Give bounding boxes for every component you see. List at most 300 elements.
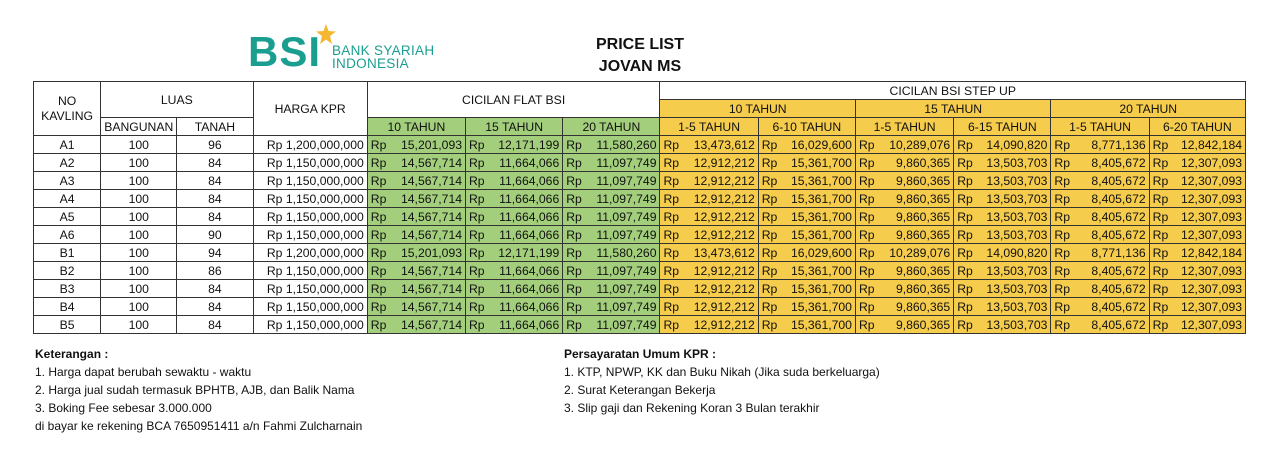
currency-label: Rp bbox=[370, 173, 387, 188]
cell-no-kavling: A1 bbox=[34, 136, 101, 154]
cell-bangunan: 100 bbox=[101, 280, 177, 298]
currency-label: Rp bbox=[858, 317, 875, 332]
table-row bbox=[34, 262, 1246, 280]
cell-harga-kpr: Rp 1,150,000,000 bbox=[253, 316, 367, 334]
currency-label: Rp bbox=[957, 137, 973, 152]
currency-label: Rp bbox=[1054, 245, 1071, 260]
persyaratan-item: 2. Surat Keterangan Bekerja bbox=[564, 383, 716, 397]
keterangan bbox=[35, 345, 362, 435]
cell-s20a bbox=[1051, 136, 1149, 154]
amount-value: 13,503,703 bbox=[986, 263, 1048, 278]
header-flat-15: 15 TAHUN bbox=[466, 118, 563, 136]
cell-harga-kpr: Rp 1,150,000,000 bbox=[253, 190, 367, 208]
cell-s15a bbox=[855, 154, 953, 172]
star-icon bbox=[316, 24, 336, 44]
amount-value: 9,860,365 bbox=[895, 299, 951, 314]
cell-harga-kpr: Rp 1,150,000,000 bbox=[253, 172, 367, 190]
logo-line2: INDONESIA bbox=[332, 56, 409, 71]
currency-label: Rp bbox=[957, 227, 973, 242]
amount-value: 12,307,093 bbox=[1181, 227, 1242, 242]
amount-value: 13,503,703 bbox=[986, 299, 1048, 314]
cell-s15b bbox=[954, 208, 1051, 226]
cell-s20a bbox=[1051, 298, 1149, 316]
amount-value: 12,171,199 bbox=[498, 245, 560, 260]
currency-label: Rp bbox=[370, 209, 387, 224]
currency-label: Rp bbox=[566, 281, 582, 296]
persyaratan-heading: Persayaratan Umum KPR : bbox=[564, 347, 717, 361]
currency-label: Rp bbox=[761, 227, 778, 242]
cell-s20b bbox=[1149, 262, 1245, 280]
cell-f15 bbox=[466, 208, 563, 226]
currency-label: Rp bbox=[858, 173, 875, 188]
cell-bangunan: 100 bbox=[101, 298, 177, 316]
bsi-logo bbox=[248, 28, 448, 76]
cell-s15b bbox=[954, 280, 1051, 298]
cell-s10b bbox=[758, 262, 855, 280]
table-row bbox=[34, 172, 1246, 190]
currency-label: Rp bbox=[1152, 299, 1169, 314]
cell-s10a bbox=[660, 262, 758, 280]
currency-label: Rp bbox=[566, 299, 582, 314]
amount-value: 12,171,199 bbox=[498, 137, 560, 152]
cell-s15b bbox=[954, 298, 1051, 316]
cell-harga-kpr: Rp 1,200,000,000 bbox=[253, 136, 367, 154]
cell-bangunan: 100 bbox=[101, 226, 177, 244]
cell-f15 bbox=[466, 154, 563, 172]
cell-s10a bbox=[660, 316, 758, 334]
cell-harga-kpr: Rp 1,200,000,000 bbox=[253, 244, 367, 262]
amount-value: 11,580,260 bbox=[596, 245, 657, 260]
cell-f10 bbox=[367, 136, 465, 154]
currency-label: Rp bbox=[1152, 227, 1169, 242]
cell-no-kavling: B5 bbox=[34, 316, 101, 334]
currency-label: Rp bbox=[761, 281, 778, 296]
table-row bbox=[34, 136, 1246, 154]
title-line2: JOVAN MS bbox=[598, 58, 682, 75]
amount-value: 13,503,703 bbox=[986, 155, 1048, 170]
header-luas: LUAS bbox=[101, 82, 253, 118]
header-s20b: 6-20 TAHUN bbox=[1149, 118, 1245, 136]
amount-value: 8,405,672 bbox=[1091, 173, 1146, 188]
cell-f20 bbox=[563, 262, 660, 280]
cell-s15a bbox=[855, 226, 953, 244]
currency-label: Rp bbox=[1152, 137, 1169, 152]
amount-value: 15,361,700 bbox=[790, 317, 852, 332]
amount-value: 9,860,365 bbox=[895, 317, 951, 332]
amount-value: 8,405,672 bbox=[1091, 209, 1146, 224]
cell-f20 bbox=[563, 154, 660, 172]
currency-label: Rp bbox=[469, 227, 485, 242]
cell-f15 bbox=[466, 172, 563, 190]
cell-s10b bbox=[758, 280, 855, 298]
cell-bangunan: 100 bbox=[101, 244, 177, 262]
keterangan-item: di bayar ke rekening BCA 7650951411 a/n Fahmi Zulcharnain bbox=[35, 419, 363, 433]
amount-value: 13,503,703 bbox=[986, 227, 1048, 242]
cell-s15b bbox=[954, 244, 1051, 262]
amount-value: 14,567,714 bbox=[401, 227, 462, 242]
amount-value: 8,405,672 bbox=[1091, 299, 1146, 314]
currency-label: Rp bbox=[469, 263, 485, 278]
currency-label: Rp bbox=[761, 173, 778, 188]
amount-value: 15,361,700 bbox=[790, 155, 852, 170]
cell-harga-kpr: Rp 1,150,000,000 bbox=[253, 298, 367, 316]
amount-value: 12,912,212 bbox=[693, 263, 755, 278]
cell-s20b bbox=[1149, 154, 1245, 172]
currency-label: Rp bbox=[663, 245, 680, 260]
currency-label: Rp bbox=[663, 281, 680, 296]
cell-f15 bbox=[466, 262, 563, 280]
amount-value: 12,912,212 bbox=[693, 155, 755, 170]
currency-label: Rp bbox=[469, 137, 485, 152]
currency-label: Rp bbox=[1054, 191, 1071, 206]
currency-label: Rp bbox=[858, 227, 875, 242]
amount-value: 15,201,093 bbox=[401, 245, 462, 260]
currency-label: Rp bbox=[469, 191, 485, 206]
currency-label: Rp bbox=[761, 299, 778, 314]
cell-s20a bbox=[1051, 244, 1149, 262]
table-row bbox=[34, 190, 1246, 208]
cell-s20a bbox=[1051, 190, 1149, 208]
cell-s20b bbox=[1149, 208, 1245, 226]
currency-label: Rp bbox=[370, 281, 387, 296]
cell-s10a bbox=[660, 226, 758, 244]
currency-label: Rp bbox=[1152, 155, 1169, 170]
amount-value: 12,842,184 bbox=[1181, 245, 1242, 260]
cell-s15a bbox=[855, 244, 953, 262]
cell-f20 bbox=[563, 280, 660, 298]
cell-no-kavling: B3 bbox=[34, 280, 101, 298]
currency-label: Rp bbox=[566, 227, 582, 242]
amount-value: 11,097,749 bbox=[596, 281, 657, 296]
cell-s20b bbox=[1149, 190, 1245, 208]
amount-value: 14,567,714 bbox=[401, 263, 462, 278]
cell-s10a bbox=[660, 244, 758, 262]
amount-value: 11,664,066 bbox=[499, 281, 560, 296]
amount-value: 15,361,700 bbox=[790, 299, 852, 314]
amount-value: 13,503,703 bbox=[986, 173, 1048, 188]
amount-value: 8,405,672 bbox=[1091, 317, 1146, 332]
amount-value: 9,860,365 bbox=[895, 281, 951, 296]
currency-label: Rp bbox=[469, 245, 485, 260]
cell-f20 bbox=[563, 190, 660, 208]
currency-label: Rp bbox=[663, 317, 680, 332]
amount-value: 11,097,749 bbox=[596, 263, 657, 278]
cell-s20b bbox=[1149, 136, 1245, 154]
table-row bbox=[34, 226, 1246, 244]
persyaratan bbox=[564, 345, 880, 417]
persyaratan-item: 1. KTP, NPWP, KK dan Buku Nikah (Jika suda berkeluarga) bbox=[564, 365, 880, 379]
currency-label: Rp bbox=[370, 227, 387, 242]
currency-label: Rp bbox=[663, 173, 680, 188]
amount-value: 9,860,365 bbox=[895, 173, 951, 188]
currency-label: Rp bbox=[566, 209, 582, 224]
amount-value: 13,503,703 bbox=[986, 317, 1048, 332]
amount-value: 15,361,700 bbox=[790, 173, 852, 188]
cell-s20a bbox=[1051, 262, 1149, 280]
amount-value: 11,664,066 bbox=[499, 209, 560, 224]
logo-brand: BSI bbox=[248, 28, 322, 75]
currency-label: Rp bbox=[1054, 173, 1071, 188]
cell-f10 bbox=[367, 172, 465, 190]
cell-f10 bbox=[367, 190, 465, 208]
cell-tanah: 84 bbox=[177, 280, 253, 298]
amount-value: 14,567,714 bbox=[401, 281, 462, 296]
cell-f15 bbox=[466, 190, 563, 208]
cell-s10b bbox=[758, 226, 855, 244]
price-table bbox=[33, 81, 1246, 334]
header-flat-20: 20 TAHUN bbox=[563, 118, 660, 136]
cell-s15b bbox=[954, 136, 1051, 154]
currency-label: Rp bbox=[663, 263, 680, 278]
currency-label: Rp bbox=[1054, 317, 1071, 332]
currency-label: Rp bbox=[957, 173, 973, 188]
amount-value: 11,664,066 bbox=[499, 173, 560, 188]
cell-harga-kpr: Rp 1,150,000,000 bbox=[253, 208, 367, 226]
header-harga-kpr: HARGA KPR bbox=[253, 82, 367, 136]
currency-label: Rp bbox=[957, 245, 973, 260]
cell-s15a bbox=[855, 262, 953, 280]
cell-s10a bbox=[660, 172, 758, 190]
amount-value: 12,912,212 bbox=[693, 317, 755, 332]
amount-value: 9,860,365 bbox=[895, 191, 951, 206]
cell-f15 bbox=[466, 136, 563, 154]
header-s20a: 1-5 TAHUN bbox=[1051, 118, 1149, 136]
amount-value: 13,503,703 bbox=[986, 281, 1048, 296]
currency-label: Rp bbox=[858, 263, 875, 278]
cell-s20b bbox=[1149, 172, 1245, 190]
keterangan-item: 1. Harga dapat berubah sewaktu - waktu bbox=[35, 365, 252, 379]
cell-s10b bbox=[758, 190, 855, 208]
currency-label: Rp bbox=[1152, 317, 1169, 332]
header-flat-10: 10 TAHUN bbox=[367, 118, 465, 136]
amount-value: 8,771,136 bbox=[1091, 245, 1146, 260]
cell-f10 bbox=[367, 316, 465, 334]
amount-value: 12,307,093 bbox=[1181, 317, 1242, 332]
cell-s20b bbox=[1149, 226, 1245, 244]
cell-s10b bbox=[758, 316, 855, 334]
cell-s10b bbox=[758, 172, 855, 190]
amount-value: 12,912,212 bbox=[693, 173, 755, 188]
amount-value: 12,912,212 bbox=[693, 299, 755, 314]
amount-value: 13,473,612 bbox=[693, 245, 755, 260]
cell-s10a bbox=[660, 208, 758, 226]
cell-s10b bbox=[758, 208, 855, 226]
cell-tanah: 84 bbox=[177, 316, 253, 334]
cell-s10a bbox=[660, 298, 758, 316]
amount-value: 10,289,076 bbox=[889, 245, 951, 260]
amount-value: 15,361,700 bbox=[790, 227, 852, 242]
cell-s15a bbox=[855, 136, 953, 154]
amount-value: 9,860,365 bbox=[895, 155, 951, 170]
currency-label: Rp bbox=[858, 281, 875, 296]
amount-value: 13,503,703 bbox=[986, 209, 1048, 224]
amount-value: 16,029,600 bbox=[790, 137, 852, 152]
cell-s20a bbox=[1051, 316, 1149, 334]
amount-value: 11,664,066 bbox=[499, 299, 560, 314]
cell-bangunan: 100 bbox=[101, 136, 177, 154]
currency-label: Rp bbox=[566, 317, 582, 332]
amount-value: 11,664,066 bbox=[499, 191, 560, 206]
amount-value: 12,307,093 bbox=[1181, 155, 1242, 170]
currency-label: Rp bbox=[370, 155, 387, 170]
amount-value: 15,201,093 bbox=[401, 137, 462, 152]
cell-f15 bbox=[466, 316, 563, 334]
amount-value: 12,307,093 bbox=[1181, 299, 1242, 314]
amount-value: 9,860,365 bbox=[895, 263, 951, 278]
table-row bbox=[34, 208, 1246, 226]
amount-value: 11,097,749 bbox=[596, 317, 657, 332]
cell-s15b bbox=[954, 262, 1051, 280]
cell-f10 bbox=[367, 298, 465, 316]
cell-f10 bbox=[367, 154, 465, 172]
cell-s20a bbox=[1051, 226, 1149, 244]
amount-value: 12,912,212 bbox=[693, 209, 755, 224]
cell-f20 bbox=[563, 244, 660, 262]
currency-label: Rp bbox=[1054, 299, 1071, 314]
amount-value: 9,860,365 bbox=[895, 209, 951, 224]
amount-value: 10,289,076 bbox=[889, 137, 951, 152]
table-row bbox=[34, 280, 1246, 298]
cell-f15 bbox=[466, 226, 563, 244]
header-s10b: 6-10 TAHUN bbox=[758, 118, 855, 136]
logo-name bbox=[332, 44, 434, 70]
currency-label: Rp bbox=[761, 137, 778, 152]
cell-s20b bbox=[1149, 244, 1245, 262]
amount-value: 13,473,612 bbox=[693, 137, 755, 152]
cell-f10 bbox=[367, 280, 465, 298]
cell-bangunan: 100 bbox=[101, 262, 177, 280]
amount-value: 14,567,714 bbox=[401, 299, 462, 314]
currency-label: Rp bbox=[957, 209, 973, 224]
cell-f10 bbox=[367, 262, 465, 280]
cell-no-kavling: A4 bbox=[34, 190, 101, 208]
cell-tanah: 84 bbox=[177, 298, 253, 316]
cell-s10a bbox=[660, 280, 758, 298]
currency-label: Rp bbox=[761, 155, 778, 170]
currency-label: Rp bbox=[858, 299, 875, 314]
cell-s20b bbox=[1149, 316, 1245, 334]
amount-value: 14,090,820 bbox=[986, 137, 1048, 152]
currency-label: Rp bbox=[957, 155, 973, 170]
cell-tanah: 84 bbox=[177, 172, 253, 190]
amount-value: 12,912,212 bbox=[693, 227, 755, 242]
currency-label: Rp bbox=[566, 245, 582, 260]
currency-label: Rp bbox=[858, 191, 875, 206]
cell-f20 bbox=[563, 298, 660, 316]
amount-value: 11,097,749 bbox=[596, 155, 657, 170]
cell-f20 bbox=[563, 136, 660, 154]
amount-value: 11,097,749 bbox=[596, 191, 657, 206]
cell-s10b bbox=[758, 244, 855, 262]
cell-no-kavling: A2 bbox=[34, 154, 101, 172]
currency-label: Rp bbox=[957, 281, 973, 296]
cell-f20 bbox=[563, 226, 660, 244]
amount-value: 14,567,714 bbox=[401, 155, 462, 170]
currency-label: Rp bbox=[370, 317, 387, 332]
amount-value: 12,307,093 bbox=[1181, 209, 1242, 224]
currency-label: Rp bbox=[957, 299, 973, 314]
currency-label: Rp bbox=[566, 155, 582, 170]
currency-label: Rp bbox=[566, 191, 582, 206]
amount-value: 12,307,093 bbox=[1181, 173, 1242, 188]
title-line1: PRICE LIST bbox=[595, 36, 684, 53]
cell-s15a bbox=[855, 190, 953, 208]
amount-value: 15,361,700 bbox=[790, 209, 852, 224]
header-cicilan-flat: CICILAN FLAT BSI bbox=[367, 82, 660, 118]
header-step-20: 20 TAHUN bbox=[1051, 100, 1246, 118]
cell-no-kavling: B4 bbox=[34, 298, 101, 316]
amount-value: 12,307,093 bbox=[1181, 263, 1242, 278]
cell-bangunan: 100 bbox=[101, 190, 177, 208]
currency-label: Rp bbox=[469, 317, 485, 332]
header-cicilan-step-up: CICILAN BSI STEP UP bbox=[660, 82, 1246, 100]
currency-label: Rp bbox=[858, 137, 875, 152]
cell-s10a bbox=[660, 190, 758, 208]
currency-label: Rp bbox=[858, 209, 875, 224]
page-title bbox=[540, 34, 740, 78]
header-step-15: 15 TAHUN bbox=[855, 100, 1050, 118]
currency-label: Rp bbox=[1152, 173, 1169, 188]
cell-s10a bbox=[660, 154, 758, 172]
amount-value: 11,664,066 bbox=[499, 155, 560, 170]
amount-value: 12,912,212 bbox=[693, 191, 755, 206]
amount-value: 14,567,714 bbox=[401, 209, 462, 224]
price-rows bbox=[34, 136, 1246, 334]
amount-value: 11,664,066 bbox=[499, 317, 560, 332]
currency-label: Rp bbox=[957, 263, 973, 278]
currency-label: Rp bbox=[566, 263, 582, 278]
cell-bangunan: 100 bbox=[101, 172, 177, 190]
currency-label: Rp bbox=[469, 281, 485, 296]
table-row bbox=[34, 154, 1246, 172]
currency-label: Rp bbox=[370, 137, 387, 152]
currency-label: Rp bbox=[370, 299, 387, 314]
currency-label: Rp bbox=[370, 263, 387, 278]
amount-value: 8,405,672 bbox=[1091, 155, 1146, 170]
cell-s15a bbox=[855, 172, 953, 190]
table-row bbox=[34, 298, 1246, 316]
cell-tanah: 96 bbox=[177, 136, 253, 154]
cell-bangunan: 100 bbox=[101, 154, 177, 172]
amount-value: 11,097,749 bbox=[596, 173, 657, 188]
amount-value: 14,567,714 bbox=[401, 191, 462, 206]
cell-s15b bbox=[954, 154, 1051, 172]
cell-harga-kpr: Rp 1,150,000,000 bbox=[253, 154, 367, 172]
currency-label: Rp bbox=[663, 191, 680, 206]
amount-value: 8,405,672 bbox=[1091, 281, 1146, 296]
cell-harga-kpr: Rp 1,150,000,000 bbox=[253, 262, 367, 280]
cell-tanah: 94 bbox=[177, 244, 253, 262]
currency-label: Rp bbox=[663, 155, 680, 170]
currency-label: Rp bbox=[469, 299, 485, 314]
currency-label: Rp bbox=[469, 155, 485, 170]
currency-label: Rp bbox=[1054, 263, 1071, 278]
header-step-10: 10 TAHUN bbox=[660, 100, 855, 118]
cell-tanah: 84 bbox=[177, 208, 253, 226]
amount-value: 12,307,093 bbox=[1181, 191, 1242, 206]
header-s15b: 6-15 TAHUN bbox=[954, 118, 1051, 136]
amount-value: 13,503,703 bbox=[986, 191, 1048, 206]
amount-value: 16,029,600 bbox=[790, 245, 852, 260]
currency-label: Rp bbox=[1054, 281, 1071, 296]
cell-bangunan: 100 bbox=[101, 208, 177, 226]
currency-label: Rp bbox=[1152, 245, 1169, 260]
cell-f10 bbox=[367, 226, 465, 244]
currency-label: Rp bbox=[1152, 281, 1169, 296]
cell-s20b bbox=[1149, 280, 1245, 298]
cell-s20b bbox=[1149, 298, 1245, 316]
header-s15a: 1-5 TAHUN bbox=[855, 118, 953, 136]
